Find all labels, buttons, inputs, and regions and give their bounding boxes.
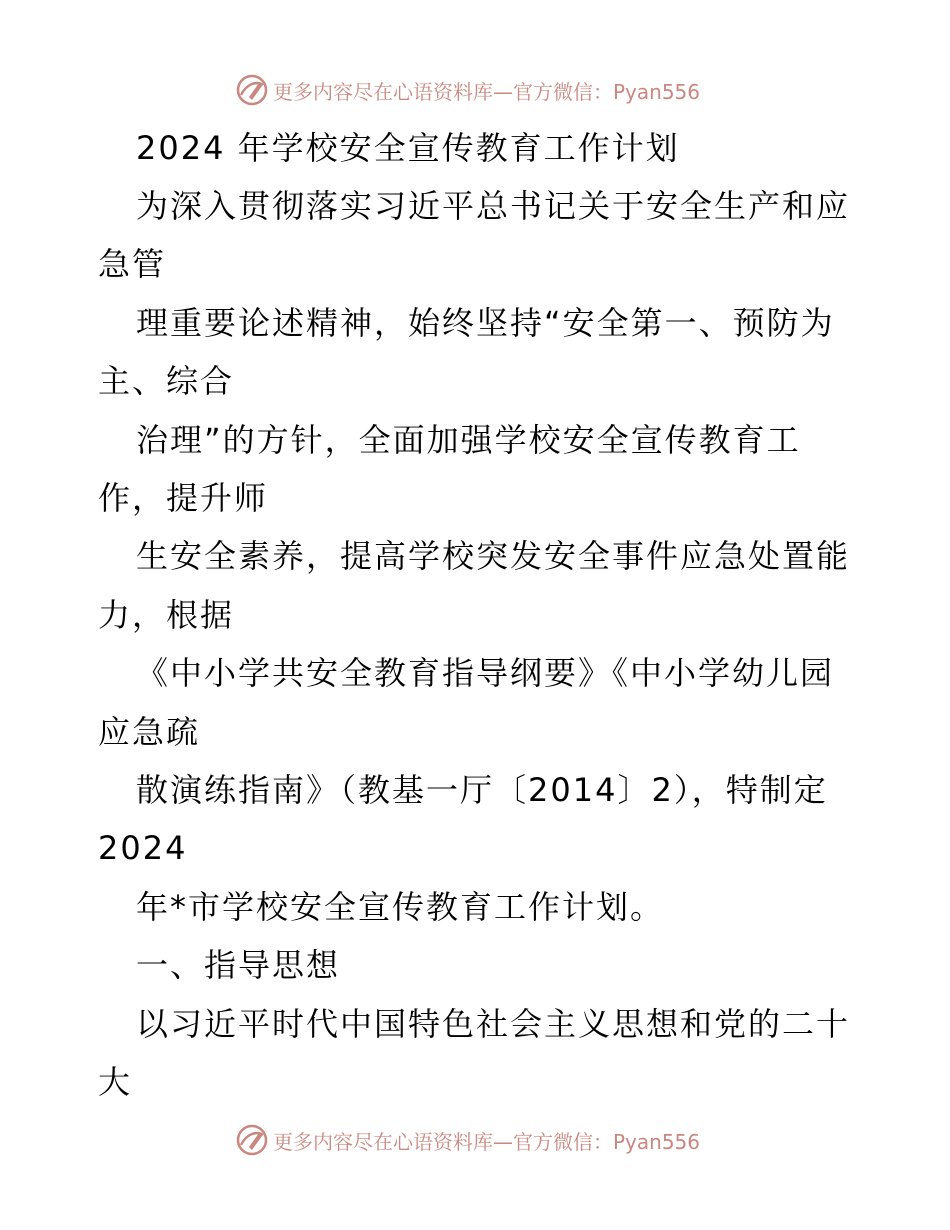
paragraph-line: 应急疏	[98, 713, 201, 751]
paragraph-line: 以习近平时代中国特色社会主义思想和党的二十	[136, 1005, 851, 1043]
header-watermark	[235, 73, 700, 107]
paragraph-line: 散演练指南》（教基一厅〔2014〕2），特制定	[136, 771, 828, 809]
paragraph-line: 力，根据	[98, 596, 235, 634]
paragraph-line: 为深入贯彻落实习近平总书记关于安全生产和应	[136, 187, 851, 225]
watermark-text: 更多内容尽在心语资料库—官方微信：Pyan556	[273, 1129, 701, 1154]
paragraph-line: 2024	[98, 829, 188, 867]
pen-logo-icon	[235, 73, 269, 107]
watermark-text: 更多内容尽在心语资料库—官方微信：Pyan556	[273, 79, 701, 104]
paragraph-line: 急管	[98, 245, 167, 283]
footer-watermark	[235, 1123, 700, 1157]
paragraph-line: 生安全素养，提高学校突发安全事件应急处置能	[136, 537, 851, 575]
pen-logo-icon	[235, 1123, 269, 1157]
paragraph-line: 治理”的方针，全面加强学校安全宣传教育工	[136, 421, 801, 459]
section-heading: 一、指导思想	[136, 946, 341, 984]
document-title: 2024 年学校安全宣传教育工作计划	[136, 129, 680, 167]
paragraph-line: 作，提升师	[98, 479, 269, 517]
paragraph-line: 大	[98, 1063, 133, 1101]
paragraph-line: 《中小学共安全教育指导纲要》《中小学幼儿园	[136, 654, 835, 692]
paragraph-line: 理重要论述精神，始终坚持“安全第一、预防为	[136, 304, 835, 342]
paragraph-line: 年*市学校安全宣传教育工作计划。	[136, 888, 665, 926]
paragraph-line: 主、综合	[98, 362, 235, 400]
